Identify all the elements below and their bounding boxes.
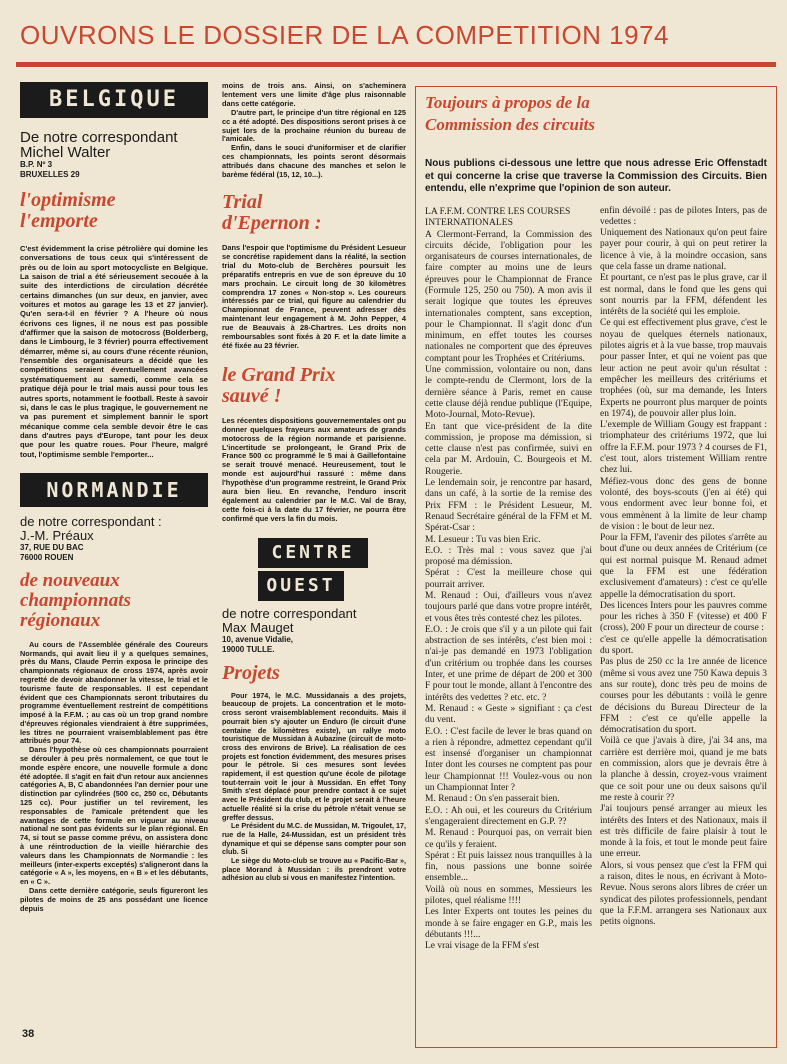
centre-ouest-correspondent-label: de notre correspondant [222, 605, 357, 621]
normandie-address-line2: 76000 ROUEN [20, 552, 74, 562]
trial-headline: Trial d'Epernon : [222, 190, 322, 234]
normandie-body [20, 641, 208, 914]
belgique-body: C'est évidemment la crise pétrolière qui domine les conversations de tous ceux qui s'intéressent de près ou de loin au sport motocycliste en Belgique. La saison de trial a été sérieusement secouée à la suite des interdictions de circulation décrétée certains dimanches (un sur deux, en janvier, avec voitures et motos au garage les 13 et 27 janvier). Qu'en sera-t-il en février ? A l'heure où nous écrivons ces lignes, il ne nous est pas possible d'affirmer que la saison de motocross (Bolderberg, dans le Limbourg, le 3 février) pourra effectivement démarrer, même si, au cours d'une récente réunion, l'ensemble des organisateurs a décidé que les compétitions seraient éventuellement avancées systématiquement au samedi, comme cela se pratique déjà pour le trial mais aussi pour tous les autres sports, notamment le football. Reste à savoir si, dans le cas le plus tragique, le gouvernement ne va pas purement et simplement bannir le sport mécanique comme cela semble devoir être le cas dans d'autres pays d'Europe, tant pour les deux que pour les quatre roues. Pour l'heure, malgré tout, l'optimisme semble l'emporter... [20, 244, 208, 459]
grand-prix-headline: le Grand Prix sauvé ! [222, 363, 336, 407]
column-middle [222, 82, 406, 1042]
projets-paragraph-2: Le Président du M.C. de Mussidan, M. Trigoulet, 17, rue de la Halle, 24-Mussidan, est un président très dynamique et qui se dépense sans compter pour son club. Si [222, 821, 406, 857]
normandie-paragraph-1: Au cours de l'Assemblée générale des Coureurs Normands, qui avait lieu il y a quelques semaines, près du Mans, Claude Perrin exposa le principe des championnats régionaux de cross 1974, après avoir regretté de devoir abandonner la vitesse, le trial et le tourisme faute de responsables. Il est cependant évident que ces Championnats seront tributaires du programme éventuellement restreint de compétitions imposé à la F.F.M. ; au cas où un trop grand nombre d'épreuves régionales viendraient à être supprimées, les titres ne pourraient vraisemblablement pas être attribués pour 74. [20, 639, 208, 746]
middle-paragraph-3: Enfin, dans le souci d'uniformiser et de clarifier ces championnats, les points seront désormais attribués dans chacune des manches et selon le barème fédéral (15, 12, 10...). [222, 143, 406, 180]
belgique-correspondent-name: Michel Walter [20, 144, 111, 161]
continuation-paragraph: moins de trois ans. Ainsi, on s'acheminera lentement vers une limite d'âge plus raisonnable dans cette catégorie. [222, 82, 406, 108]
projets-paragraph-3: Le siège du Moto-club se trouve au « Pacific-Bar », place Morand à Mussidan : ils prendront votre adhésion au club si vous en manifestez l'intention. [222, 856, 406, 883]
header-rule [16, 62, 776, 67]
belgique-address-line1: B.P. Nº 3 [20, 160, 53, 169]
normandie-logo: NORMANDIE [20, 473, 208, 507]
page-title: OUVRONS LE DOSSIER DE LA COMPETITION 1974 [20, 20, 670, 50]
normandie-correspondent-name: J.-M. Préaux [20, 527, 94, 543]
centre-ouest-address-line2: 19000 TULLE. [222, 644, 275, 654]
commission-column-2: enfin dévoilé : pas de pilotes Inters, pas de vedettes : Uniquement des Nationaux qu'on peut faire payer pour courir, à qui on peut retirer la licence à vie, à la moindre occasion, sans que cela fasse un drame national. Et pourtant, ce n'est pas le plus grave, car il est normal, dans le fond que les gens qui sont nourris par la FFM, défendent les intérêts de la société qui les emploie. Ce qui est effectivement plus grave, c'est le noyau de quelques éternels nationaux, pilotes aigris et à la vue basse, trop mauvais pour passer Inter, et qui ne voient pas que leur action ne peut avoir qu'un résultat : empêcher les meilleurs des critériums et trophées (où, sur ma demande, les Inters Experts ne pourront plus marquer de points en 1974), de pouvoir aller plus loin. L'exemple de William Gougy est frappant : triomphateur des critériums 1972, que lui offre la F.F.M. pour 1973 ? 4 courses de F1, c'est tout, alors tristement William rentre chez lui. Méfiez-vous donc des gens de bonne volonté, des boys-scouts (j'en ai été) qui vous endorment avec leur bonne foi, et vous emmènent à la limite de leur champ de vision : le bout de leur nez. Pour la FFM, l'avenir des pilotes s'arrête au bout d'une ou deux années de Critérium (ce qui est normal puisque M. Renaud admet que la FFM est une fédération exclusivement d'amateurs) : c'est ce qu'elle appelle la démocratisation du sport. Des licences Inters pour les pauvres comme pour les riches à 350 F (vitesse) et 400 F (cross), 200 F pour un directeur de course : c'est ce qu'elle appelle la démocratisation du sport. Pas plus de 250 cc la 1re année de licence (même si vous avez une 750 Kawa depuis 3 ans sur route), donc très peu de moins de courses pour les débutants : voilà le genre de décisions du Bureau Directeur de la FFM : c'est ce qu'elle appelle la démocratisation du sport. Voilà ce que j'avais à dire, j'ai 34 ans, ma carrière est derrière moi, quand je me bats en commission, alors que je devrais être à la planche à dessin, croyez-vous vraiment que ce soit pour une ou deux saisons qu'il me reste à courir ?? J'ai toujours pensé arranger au mieux les intérêts des Inters et des Nationaux, mais il est très difficile de faire plaisir à tout le monde à la fois, et tout le monde peut faire une erreur. Alors, si vous pensez que c'est la FFM qui a raison, dites le nous, en écrivant à Moto-Revue. Nous serons alors libres de créer un syndicat des pilotes professionnels, pendant que la F.F.M. arrangera ses Nationaux aux petits oignons. [600, 205, 767, 928]
commission-subhead: LA F.F.M. CONTRE LES COURSES INTERNATIONALES [425, 205, 571, 228]
commission-column-1: A Clermont-Ferrand, la Commission des circuits décide, l'obligation pour les organisateurs de courses internationales, de faire compter au moins une de leurs épreuves pour le Championnat de France (Formule 125, 250 ou 750). A mon avis il serait logique que toutes les épreuves internationales comptent, sans exception, pour le Championnat. Il s'agit donc d'un minimum, en effet toutes les courses nationales ne comportent que des épreuves comptant pour les Trophées et Critériums. Une commission, volontaire ou non, dans le compte-rendu de Clermont, lors de la dernière séance à Paris, remet en cause cette clause déjà rendue publique (l'Equipe, Moto-Journal, Moto-Revue). En tant que vice-président de la dite commission, je propose ma démission, si cette clause n'est pas confirmée, suivi en cela par M. Ardouin, C. Bourgeois et M. Rougerie. Le lendemain soir, je rencontre par hasard, dans un café, à la sortie de la remise des Prix FFM : le Président Lesueur, M. Renaud Secrétaire général de la FFM et M. Spérat-Csar : M. Lesueur : Tu vas bien Eric. E.O. : Très mal : vous savez que j'ai proposé ma démission. Spérat : C'est la meilleure chose qui pourrait arriver. M. Renaud : Oui, d'ailleurs vous n'avez toujours parlé que dans votre propre intérêt, et vous êtes très contesté chez les pilotes. E.O. : Je crois que s'il y a un pilote qui fait abstraction de ses intérêts, c'est bien moi : n'ai-je pas demandé en 1973 l'obligation d'un critérium ou trophée dans les courses Inter, et une prime de départ de 200 et 300 F pour tout le monde, allant à l'encontre des intérêts des vedettes ? etc. etc. ? M. Renaud : « Geste » signifiant : ça c'est du vent. E.O. : C'est facile de lever le bras quand on a rien à répondre, admettez cependant qu'il est insensé d'organiser un championnat Inter dont les courses ne comptent pas pour leur Championnat !!! Voulez-vous ou non un Championnat Inter ? M. Renaud : On s'en passerait bien. E.O. : Ah oui, et les coureurs du Critérium s'engageraient directement en G.P. ?? M. Renaud : Pourquoi pas, on verrait bien ce qu'ils y feraient. Spérat : Et puis laissez nous tranquilles à la fin, nous passions une bonne soirée ensemble... Voilà où nous en sommes, Messieurs les pilotes, quel réalisme !!!! Les Inter Experts ont toutes les peines du monde à se faire engager en G.P., mais les débutants !!!... Le vrai visage de la FFM s'est [425, 229, 592, 952]
centre-ouest-logo [258, 538, 368, 601]
grand-prix-body: Les récentes dispositions gouvernementales ont pu donner quelques frayeurs aux amateurs de grands motocross de la région normande et parisienne. L'incertitude se prolongeant, le Grand Prix de France 500 cc programmé le 5 mai à Gaillefontaine se serait trouvé menacé. Heureusement, tout le monde est aujourd'hui rassuré : même dans l'hypothèse d'un programme restreint, le Grand Prix aura bien lieu. En revanche, l'enduro inscrit également au calendrier par le M.C. Val de Bray, cette fois-ci à la date du 17 février, ne pourra être confirmé que vers la fin du mois. [222, 415, 406, 523]
commission-headline: Toujours à propos de la Commission des circuits [425, 93, 596, 134]
middle-paragraph-2: D'autre part, le principe d'un titre régional en 125 cc a été adopté. Des dispositions seront prises à ce sujet lors de la prochaine réunion du bureau de l'amicale. [222, 107, 406, 144]
centre-ouest-logo-line2: OUEST [258, 571, 344, 601]
normandie-paragraph-2: Dans l'hypothèse où ces championnats pourraient se dérouler à peu près normalement, ce que tout le monde espère encore, une nouvelle formule a donc été adoptée. Il s'agit en fait d'un retour aux anciennes catégories A, B, C abandonnées l'an dernier pour une distinction par cylindrées (500 cc, 250 cc, Débutants 125 cc). Pour justifier un tel revirement, les responsables de l'amicale prétendent que les avantages de cette formule en vigueur au niveau national ne sont pas évidents sur le plan régional. En 74, si tout se passe comme prévu, on assistera donc à une réintroduction de la vieille hiérarchie des valeurs dans les Championnats de Normandie : les meilleurs (inter-experts exceptés) s'aligneront dans la catégorie « A », les moyens, en « B » et les débutants, en « C ». [20, 745, 208, 887]
belgique-logo: BELGIQUE [20, 82, 208, 118]
normandie-paragraph-3: Dans cette dernière catégorie, seuls figureront les pilotes de moins de 25 ans possédant une licence depuis [20, 886, 208, 913]
centre-ouest-logo-line1: CENTRE [258, 538, 368, 568]
page-number: 38 [22, 1028, 35, 1040]
belgique-correspondent-label: De notre correspondant [20, 129, 178, 146]
belgique-address-line2: BRUXELLES 29 [20, 170, 80, 179]
projets-headline: Projets [222, 661, 280, 684]
normandie-headline: de nouveaux championnats régionaux [20, 569, 131, 631]
commission-intro: Nous publions ci-dessous une lettre que nous adresse Eric Offenstadt et qui concerne la crise que traverse la Commission des Circuits. Bien entendu, elle n'exprime que l'opinion de son auteur. [425, 158, 767, 194]
column-belgique [20, 82, 208, 1042]
normandie-correspondent-label: de notre correspondant : [20, 513, 162, 529]
commission-article [425, 92, 767, 1040]
belgique-headline: l'optimisme l'emporte [20, 189, 116, 232]
page-header [0, 0, 787, 72]
projets-paragraph-1: Pour 1974, le M.C. Mussidanais a des projets, beaucoup de projets. La concentration et le moto-cross seront vraisemblablement reconduits. Mais il pourrait bien s'y ajouter un Enduro (le circuit d'une centaine de kilomètres existe), un rallye moto touristique de Mussidan à Aubazine (circuit de moto-cross des environs de Brive). La réalisation de ces projets est fonction évidemment, des mesures prises pour le pétrole. Si ces mesures sont levées rapidement, il est question qu'une école de pilotage tout-terrain voit le jour à Mussidan. En effet Tony Smith s'est déplacé pour prendre contact à ce sujet avec le Président du club, et le projet serait à l'heure actuelle réalité si la crise du pétrole n'était venue se greffer dessus. [222, 690, 406, 822]
trial-body: Dans l'espoir que l'optimisme du Président Lesueur se concrétise rapidement dans la réalité, la section trial du Moto-club de Berchères poursuit les préparatifs entrepris en vue de son épreuve du 10 mars prochain. Le circuit long de 30 kilomètres comprendra 17 zones « Non-stop ». Les coureurs intéressés par ce trial, qui figure au calendrier du Championnat de France, peuvent adresser dès maintenant leur engagement à M. John Pepper, 4 rue de Beauvais à 28-Chartres. Les droits non remboursables sont fixés à 20 F. et la date limite a été fixée au 23 février. [222, 242, 406, 350]
centre-ouest-address-line1: 10, avenue Vidalie, [222, 634, 294, 644]
normandie-address-line1: 37, RUE DU BAC [20, 542, 84, 552]
centre-ouest-correspondent-name: Max Mauget [222, 619, 294, 635]
